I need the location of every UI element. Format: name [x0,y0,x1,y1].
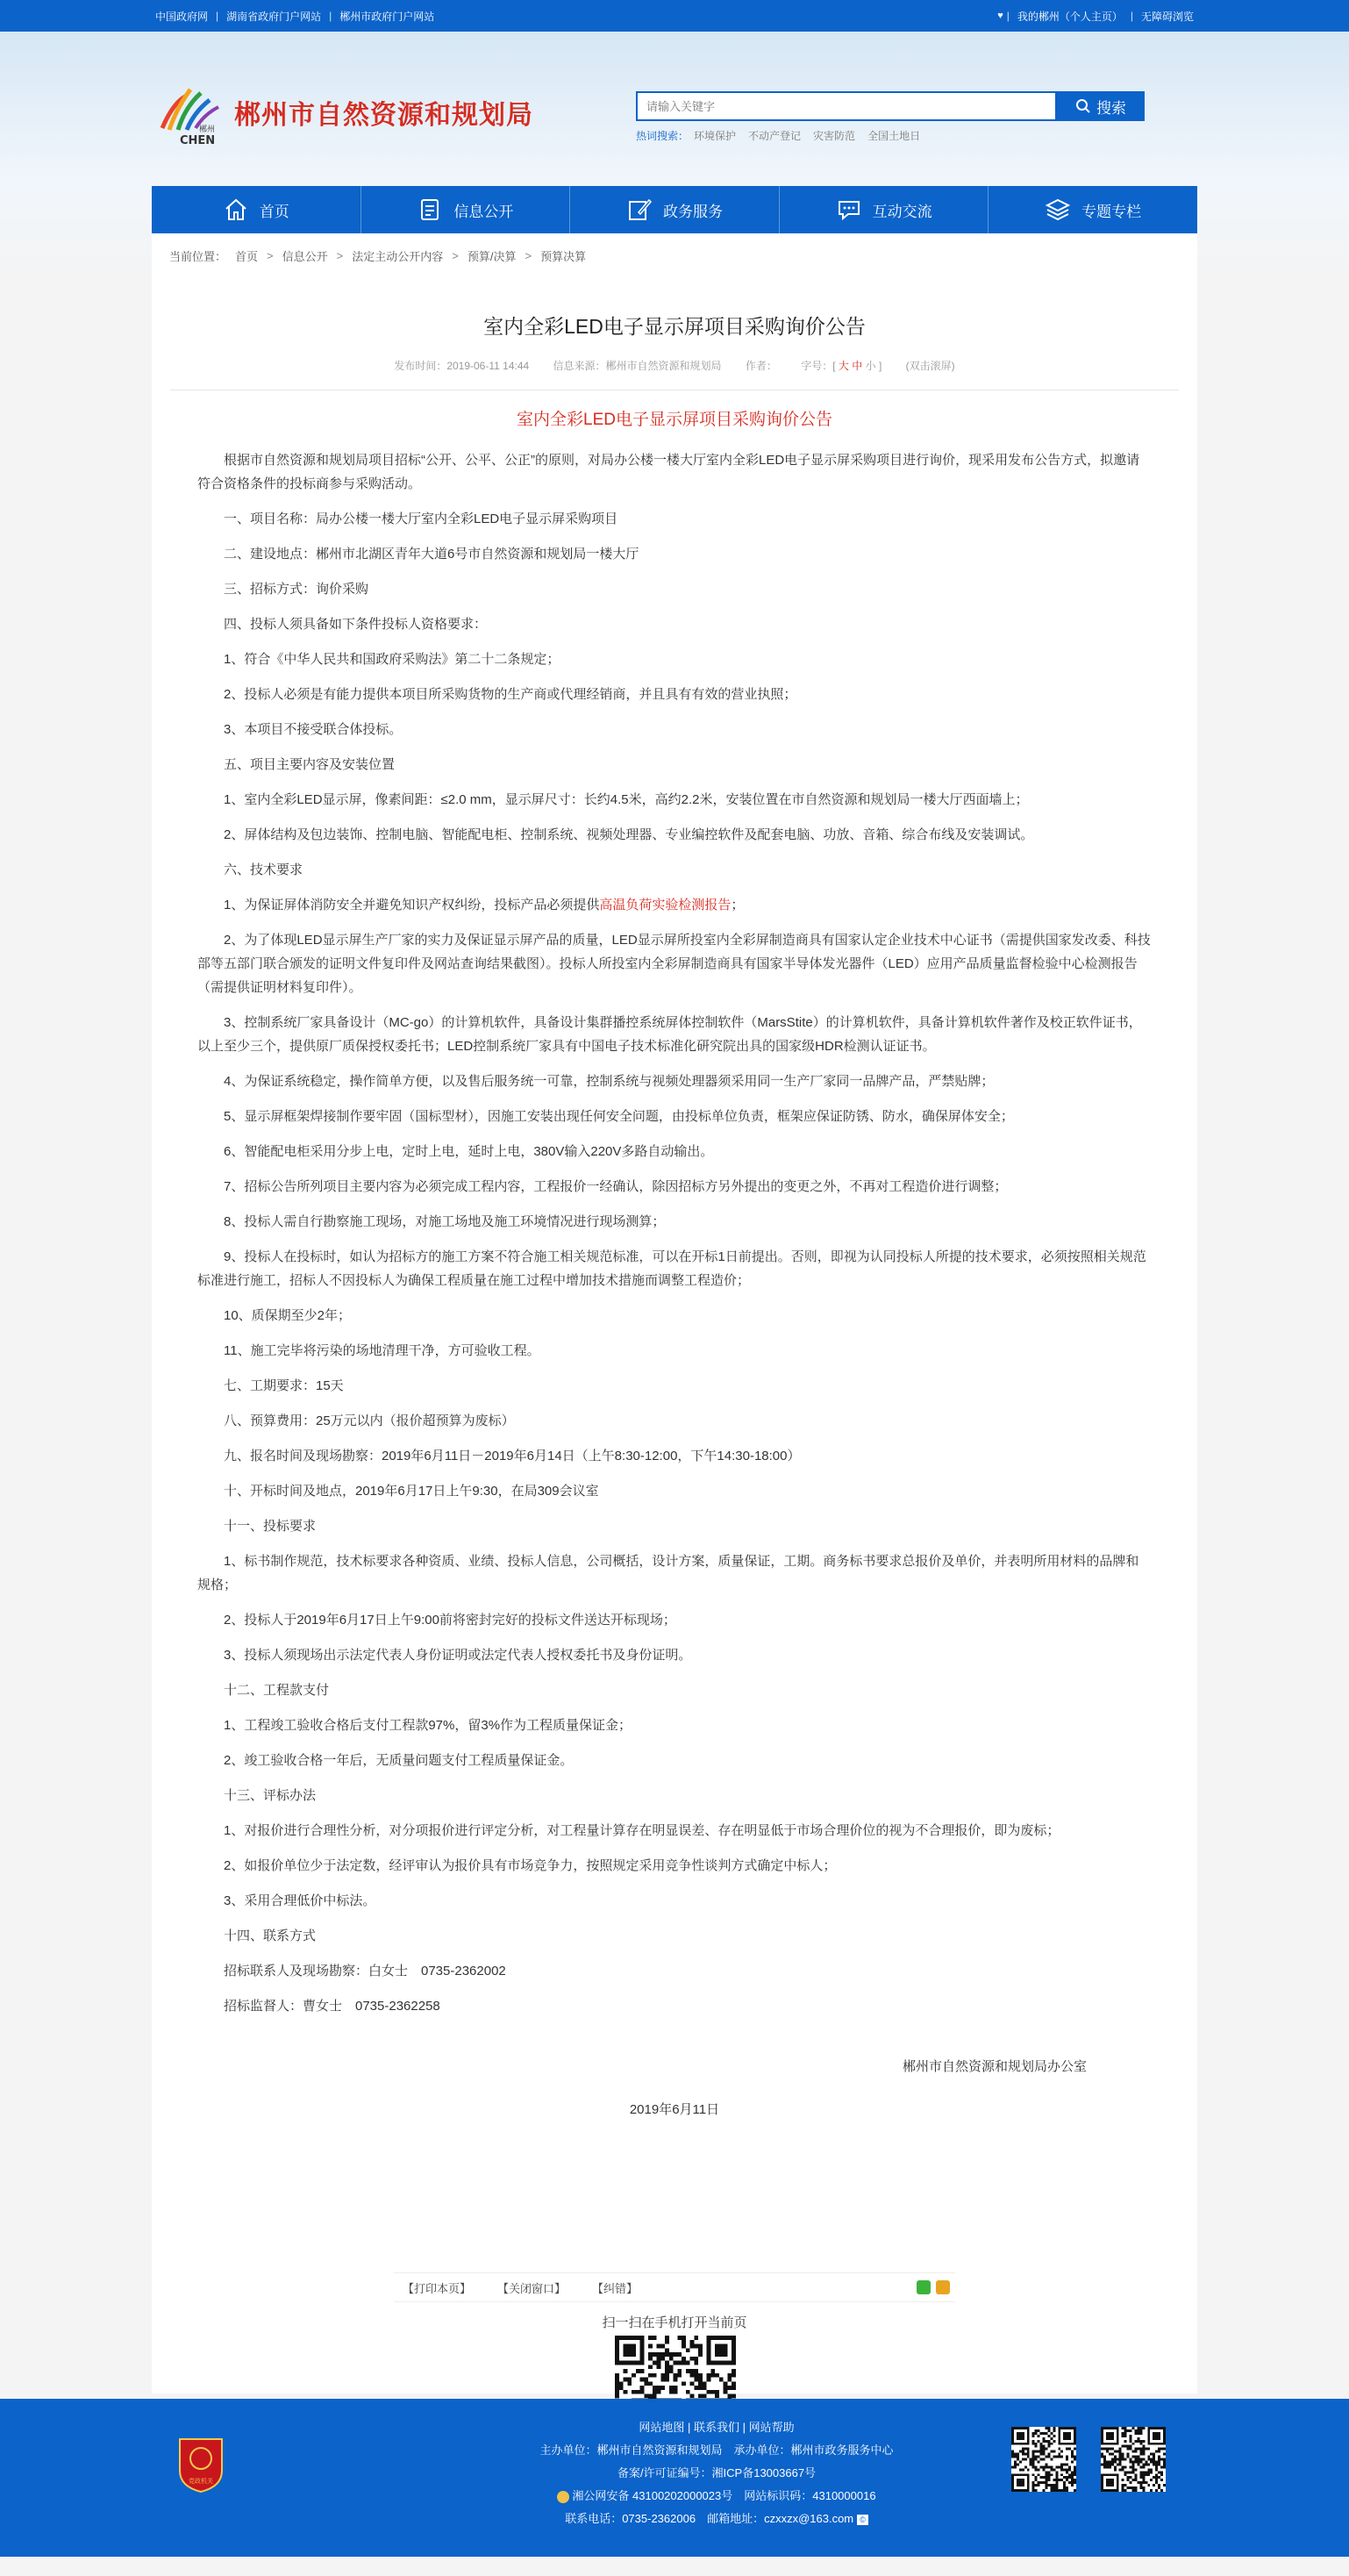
paragraph: 一、项目名称：局办公楼一楼大厅室内全彩LED电子显示屏采购项目 [224,512,618,526]
link-my-chenzhou[interactable]: 我的郴州（个人主页） [1017,10,1123,23]
search-button[interactable] [1057,91,1145,121]
footer-link-contact[interactable]: 联系我们 [693,2421,739,2434]
logo-sub-text: CHEN [180,134,216,147]
paragraph: 八、预算费用：25万元以内（报价超预算为废标） [224,1413,515,1428]
breadcrumb-label: 当前位置： [169,249,227,263]
signature-date: 2019年6月11日 [629,2102,720,2117]
paragraph: 1、对报价进行合理性分析，对分项报价进行评定分析，对工程量计算存在明显误差、存在明显低于市场合理价位的视为不合理报价，即为废标； [224,1823,1060,1838]
report-link[interactable]: 高温负荷实验检测报告 [599,898,732,912]
breadcrumb: 当前位置： 首页 > 信息公开 > 法定主动公开内容 > 预算/决算 > 预算决算 [169,248,587,263]
top-bar [0,0,1349,32]
paragraph: 四、投标人须具备如下条件投标人资格要求： [224,617,488,632]
paragraph: 3、控制系统厂家具备设计（MC-go）的计算机软件，具备设计集群播控系统屏体控制软件（MarsStite）的计算机软件，具备计算机软件著作及校正软件证书，以上至少三个，提供原厂质保授权委托书；LED控制系统厂家具有中国电子技术标准化研究院出具的国家级HDR检测认证证书。 [197,1015,1142,1054]
dblclick-scroll: (双击滚屏) [905,360,955,372]
footer-undertake: 承办单位：郴州市政务服务中心 [733,2444,894,2457]
top-links-left: 中国政府网 | 湖南省政府门户网站 | 郴州市政府门户网站 [155,10,435,23]
site-footer [0,2399,1349,2557]
share-icons [917,2280,950,2294]
footer-email: 邮箱地址：czxxzx@163.com [707,2512,854,2525]
correct-button[interactable]: 【纠错】 [592,2281,639,2295]
paragraph: 十三、评标办法 [224,1788,317,1803]
footer-icp: 备案/许可证编号：湘ICP备13003667号 [617,2466,817,2479]
weibo-icon[interactable] [936,2280,950,2294]
search-icon [1075,98,1091,114]
site-header [155,32,1194,186]
qr-caption: 扫一扫在手机打开当前页 [602,2315,747,2330]
hot-word[interactable]: 不动产登记 [748,130,802,142]
nav-item-topics[interactable] [989,186,1197,233]
paragraph: 根据市自然资源和规划局项目招标“公开、公平、公正”的原则，对局办公楼一楼大厅室内全彩LED电子显示屏采购项目进行询价，现采用发布公告方式，拟邀请符合资格条件的投标商参与采购活动。 [197,453,1140,491]
main-nav [152,186,1197,233]
nav-item-gov-service[interactable] [570,186,780,233]
footer-site-code: 网站标识码：4310000016 [744,2489,876,2502]
nav-label: 政务服务 [662,203,723,220]
paragraph: 六、技术要求 [224,862,303,877]
paragraph: 1、符合《中华人民共和国政府采购法》第二十二条规定； [224,652,560,667]
hot-word[interactable]: 全国土地日 [867,130,921,142]
paragraph: 2、如报价单位少于法定数，经评审认为报价具有市场竞争力，按照规定采用竞争性谈判方式确定中标人； [224,1858,837,1873]
document-icon [417,197,443,223]
heart-icon: ♥ [997,11,1003,21]
article-title: 室内全彩LED电子显示屏项目采购询价公告 [483,315,866,338]
footer-link-sitemap[interactable]: 网站地图 [639,2421,685,2434]
nav-item-home[interactable] [152,186,361,233]
hot-word[interactable]: 灾害防范 [813,130,856,142]
paragraph: 2、屏体结构及包边装饰、控制电脑、智能配电柜、控制系统、视频处理器、专业编控软件及配套电脑、功放、音箱、综合布线及安装调试。 [224,827,1034,842]
paragraph: 11、施工完毕将污染的场地清理干净，方可验收工程。 [224,1343,540,1358]
home-icon [223,197,249,223]
party-gov-emblem-icon[interactable] [176,2436,225,2494]
paragraph: 1、室内全彩LED显示屏，像素间距：≤2.0 mm，显示屏尺寸：长约4.5米，高约2.2米，安装位置在市自然资源和规划局一楼大厅西面墙上； [224,792,1029,807]
top-links-right: ♥ | 我的郴州（个人主页） | 无障碍浏览 [997,10,1194,23]
link-gov-cn[interactable]: 中国政府网 [155,10,209,23]
breadcrumb-item[interactable]: 法定主动公开内容 [352,249,444,263]
app-qr-code-icon [1101,2427,1166,2492]
breadcrumb-item[interactable]: 预算/决算 [467,249,517,263]
hot-word[interactable]: 环境保护 [694,130,737,142]
nav-label: 互动交流 [872,203,932,220]
paragraph: 2、竣工验收合格一年后，无质量问题支付工程质量保证金。 [224,1753,574,1768]
chat-icon [836,197,862,223]
footer-host: 主办单位：郴州市自然资源和规划局 [539,2444,723,2457]
signature-org: 郴州市自然资源和规划局办公室 [902,2059,1087,2074]
paragraph: 4、为保证系统稳定，操作简单方便，以及售后服务统一可靠，控制系统与视频处理器须采用同一生产厂家同一品牌产品，严禁贴牌； [224,1074,995,1089]
paragraph: 十二、工程款支付 [224,1683,330,1698]
footer-phone: 联系电话：0735-2362006 [565,2512,696,2525]
site-title: 郴州市自然资源和规划局 [234,101,533,130]
publish-time: 发布时间：2019-06-11 14:44 [394,360,530,372]
font-size-mid[interactable]: 中 [852,360,863,372]
cc-badge-icon: © [857,2515,868,2525]
paragraph: 3、投标人须现场出示法定代表人身份证明或法定代表人授权委托书及身份证明。 [224,1648,692,1663]
paragraph: 二、建设地点：郴州市北湖区青年大道6号市自然资源和规划局一楼大厅 [224,547,639,562]
article-tools [394,2272,955,2302]
paragraph: 十一、投标要求 [224,1519,317,1534]
font-size-control: 字号：[ 大 中 小 ] [801,360,882,372]
paragraph: 10、质保期至少2年； [224,1308,352,1323]
paragraph: 3、本项目不接受联合体投标。 [224,722,403,737]
paragraph: 9、投标人在投标时，如认为招标方的施工方案不符合施工相关规范标准，可以在开标1日前提出。否则，即视为认同投标人所提的技术要求，必须按照相关规范标准进行施工，招标人不因投标人为确保工程质量在施工过程中增加技术措施而调整工程造价； [197,1249,1146,1288]
article-body [152,448,1197,2118]
article-subtitle: 室内全彩LED电子显示屏项目采购询价公告 [517,411,832,429]
link-hunan-gov[interactable]: 湖南省政府门户网站 [226,10,322,23]
paragraph: 2、投标人必须是有能力提供本项目所采购货物的生产商或代理经销商，并且具有有效的营业执照； [224,687,797,702]
footer-police: 湘公网安备 43100202000023号 [572,2489,733,2502]
paragraph: 招标联系人及现场勘察：白女士 0735-2362002 [224,1964,506,1979]
chenzhou-logo-icon [155,77,225,147]
hot-words-label: 热词搜索： [636,130,689,142]
paragraph: 5、显示屏框架焊接制作要牢固（国标型材），因施工安装出现任何安全问题，由投标单位负责，框架应保证防锈、防水，确保屏体安全； [224,1109,1014,1124]
paragraph: 2、为了体现LED显示屏生产厂家的实力及保证显示屏产品的质量，LED显示屏所投室内全彩屏制造商具有国家认定企业技术中心证书（需提供国家发改委、科技部等五部门联合颁发的证明文件复印件及网站查询结果截图）。投标人所投室内全彩屏制造商具有国家半导体发光器件（LED）应用产品质量监督检验中心检测报告（需提供证明材料复印件）。 [197,933,1151,995]
article-meta [152,358,1197,390]
paragraph: 8、投标人需自行勘察施工现场，对施工场地及施工环境情况进行现场测算； [224,1214,666,1229]
footer-link-help[interactable]: 网站帮助 [748,2421,795,2434]
nav-item-interaction[interactable] [780,186,989,233]
paragraph: 十、开标时间及地点，2019年6月17日上午9:30，在局309会议室 [224,1484,599,1499]
nav-item-info-open[interactable] [361,186,571,233]
link-accessibility[interactable]: 无障碍浏览 [1140,10,1194,23]
edit-icon [626,197,653,223]
paragraph: 3、采用合理低价中标法。 [224,1893,376,1908]
main-content [152,233,1197,2394]
breadcrumb-item[interactable]: 首页 [235,249,259,263]
paragraph: 7、招标公告所列项目主要内容为必须完成工程内容，工程报价一经确认，除因招标方另外提出的变更之外，不再对工程造价进行调整； [224,1179,1008,1194]
layers-icon [1045,197,1071,223]
search-button-label: 搜索 [1096,99,1126,117]
breadcrumb-item[interactable]: 信息公开 [282,249,328,263]
paragraph: 招标监督人：曹女士 0735-2362258 [224,1999,440,2014]
info-source: 信息来源：郴州市自然资源和规划局 [553,360,722,372]
police-badge-icon [557,2491,569,2503]
close-window-button[interactable]: 【关闭窗口】 [497,2281,567,2295]
author: 作者： [745,360,777,372]
nav-label: 首页 [259,203,289,220]
nav-label: 专题专栏 [1081,203,1142,220]
paragraph: 2、投标人于2019年6月17日上午9:00前将密封完好的投标文件送达开标现场； [224,1613,676,1628]
paragraph: 三、招标方式：询价采购 [224,582,369,597]
search-input[interactable] [636,91,1057,121]
search-area [636,91,1145,143]
paragraph: 七、工期要求：15天 [224,1378,344,1393]
font-size-big[interactable]: 大 [838,360,849,372]
paragraph: 五、项目主要内容及安装位置 [224,757,396,772]
paragraph: 1、为保证屏体消防安全并避免知识产权纠纷，投标产品必须提供高温负荷实验检测报告； [224,898,745,912]
nav-label: 信息公开 [453,203,514,220]
site-logo[interactable] [155,77,533,147]
paragraph: 1、标书制作规范，技术标要求各种资质、业绩、投标人信息，公司概括，设计方案，质量保证，工期。商务标书要求总报价及单价，并表明所用材料的品牌和规格； [197,1554,1139,1592]
paragraph: 九、报名时间及现场勘察：2019年6月11日－2019年6月14日（上午8:30-12:00，下午14:30-18:00） [224,1449,801,1463]
logo-small-text: 郴州 [199,125,216,134]
font-size-small[interactable]: 小 [865,360,876,372]
paragraph: 1、工程竣工验收合格后支付工程款97%，留3%作为工程质量保证金； [224,1718,632,1733]
wechat-icon[interactable] [917,2280,931,2294]
hot-words [636,128,1145,143]
emblem-text: 党政机关 [189,2478,213,2485]
footer-info: 网站地图 | 联系我们 | 网站帮助 主办单位：郴州市自然资源和规划局 承办单位：郴州市政务服务中心 备案/许可证编号：湘ICP备13003667号 湘公网安备 43100202000023号 网站标识码：4310000016 联系电话：0735-2362006 邮箱地址：czxxzx@163.com © [532,2416,901,2530]
paragraph: 十四、联系方式 [224,1928,317,1943]
link-chenzhou-gov[interactable]: 郴州市政府门户网站 [339,10,435,23]
breadcrumb-item[interactable]: 预算决算 [540,249,587,263]
wechat-qr-code-icon [1011,2427,1076,2492]
paragraph: 6、智能配电柜采用分步上电，定时上电，延时上电，380V输入220V多路自动输出。 [224,1144,714,1159]
print-button[interactable]: 【打印本页】 [403,2281,472,2295]
